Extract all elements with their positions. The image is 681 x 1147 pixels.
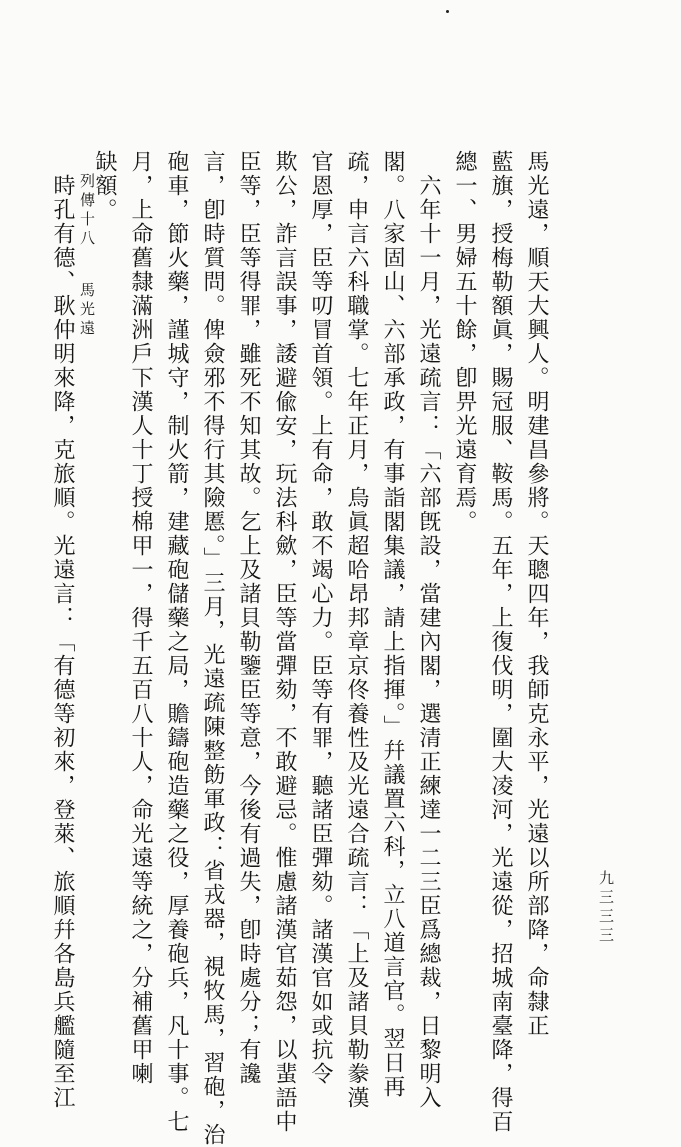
running-head-chapter: 列傳十八 xyxy=(78,173,96,249)
running-head-subject: 馬光遠 xyxy=(78,282,96,339)
print-speck xyxy=(446,10,449,13)
text-column-11: 砲車，節火藥，謹城守，制火箭，建藏砲儲藥之局，贍鑄砲造藥之役，厚養砲兵，凡十事。七 xyxy=(164,150,189,1134)
text-column-3: 總一、男婦五十餘，卽畀光遠育焉。 xyxy=(452,150,477,534)
text-column-6: 疏，申言六科職掌。七年正月，烏眞超哈昂邦章京佟養性及光遠合疏言：「上及諸貝勒豢漢 xyxy=(344,150,369,1110)
text-column-10: 言，卽時質問。俾僉邪不得行其險慝。」三月，光遠疏陳整飭軍政：省戎器，視牧馬，習砲，治 xyxy=(200,150,225,1147)
text-column-4: 六年十一月，光遠疏言：「六部旣設，當建內閣，選清正練達一二三臣爲總裁，日黎明入 xyxy=(416,174,441,1110)
text-column-7: 官恩厚，臣等叨冒首領。上有命，敢不竭心力。臣等有罪，聽諸臣彈劾。諸漢官如或抗令 xyxy=(308,150,333,1086)
text-column-13: 缺額。 xyxy=(92,150,117,222)
page-number: 九三三三 xyxy=(597,870,615,946)
text-column-9: 臣等，臣等得罪，雖死不知其故。乞上及諸貝勒鑒臣等意，今後有過失，卽時處分；有讒 xyxy=(236,150,261,1086)
text-column-14: 時孔有德、耿仲明來降，克旅順。光遠言：「有德等初來，登萊、旅順幷各島兵艦隨至江 xyxy=(50,174,75,1110)
text-column-2: 藍旗，授梅勒額眞，賜冠服、鞍馬。五年，上復伐明，圍大凌河，光遠從，招城南臺降，得百 xyxy=(488,150,513,1134)
text-column-12: 月，上命舊隸滿洲戶下漢人十丁授棉甲一，得千五百八十人，命光遠等統之，分補舊甲喇 xyxy=(128,150,153,1086)
text-column-1: 馬光遠，順天大興人。明建昌參將。天聰四年，我師克永平，光遠以所部降，命隸正 xyxy=(524,150,549,1038)
text-column-8: 欺公，詐言誤事，諉避偸安，玩法科歛，臣等當彈劾，不敢避忌。惟慮諸漢官茹怨，以蜚語中 xyxy=(272,150,297,1134)
text-column-5: 閣。八家固山、六部承政，有事詣閣集議，請上指揮。」幷議置六科，立八道言官。翌日再 xyxy=(380,150,405,1099)
